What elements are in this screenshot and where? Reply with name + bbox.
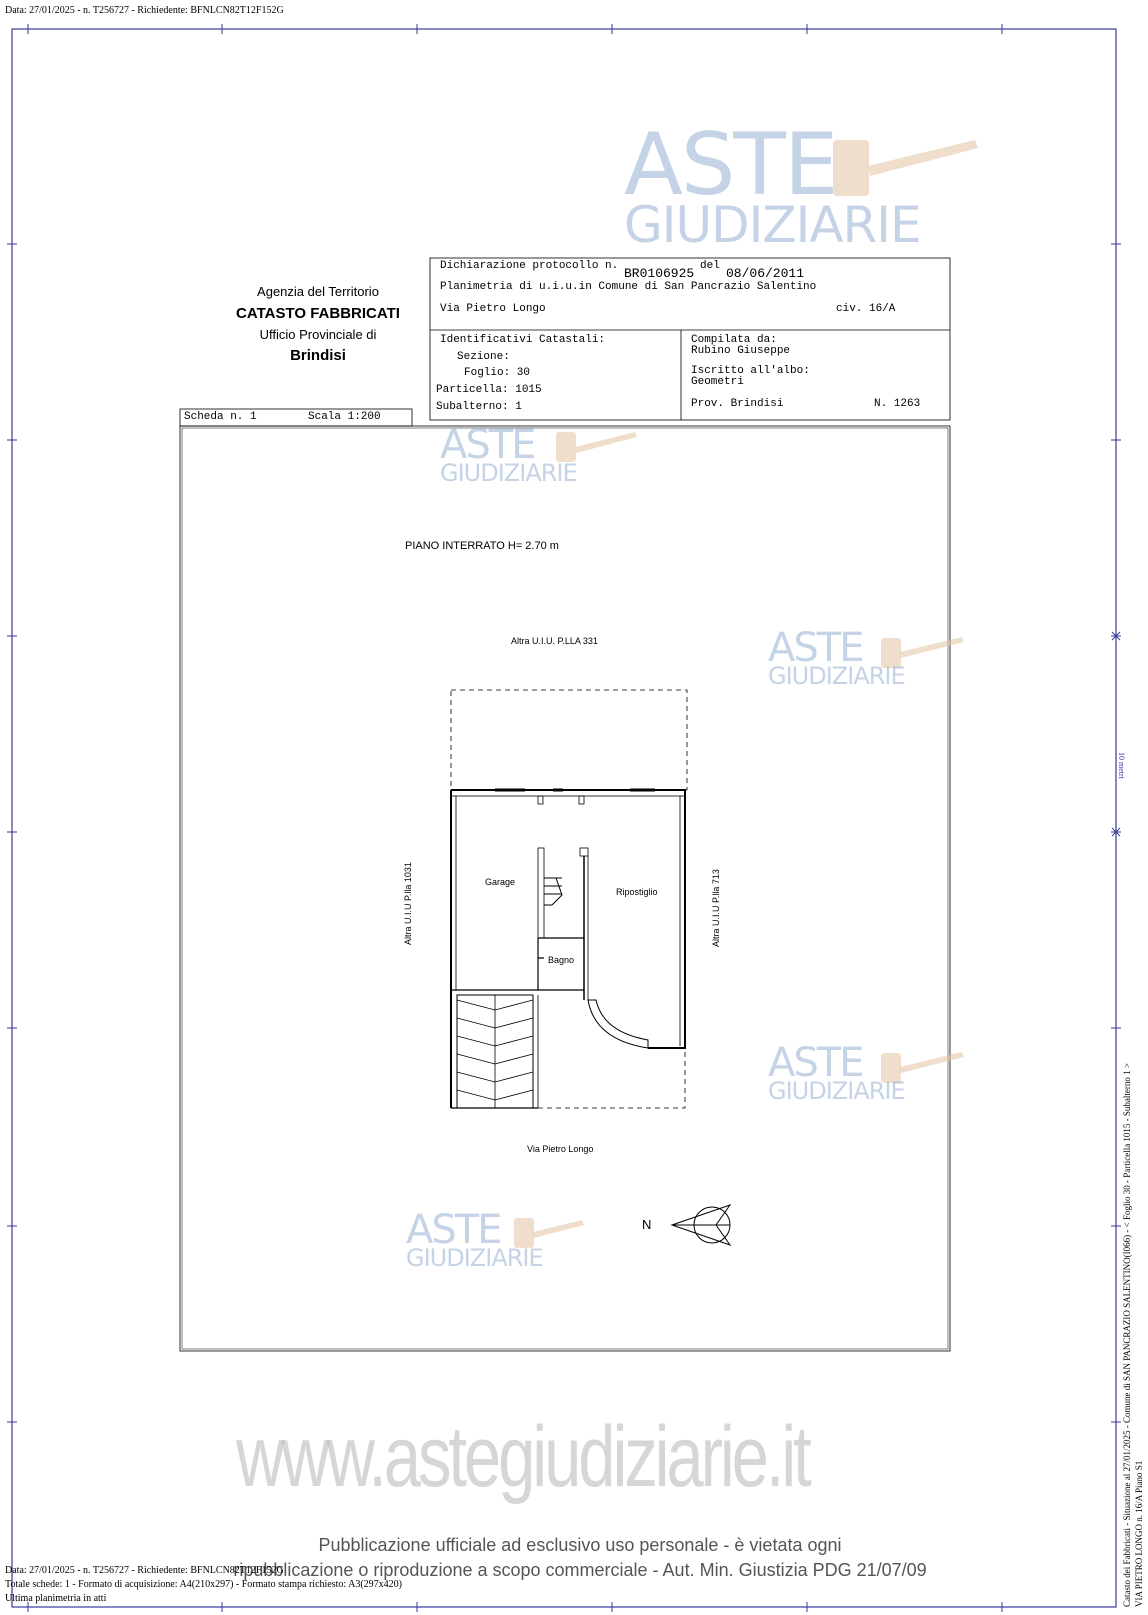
agency-line-2: CATASTO FABBRICATI	[236, 305, 400, 322]
albo-label: Iscritto all'albo:	[691, 365, 810, 377]
watermark-giudiziarie-text: GIUDIZIARIE	[406, 1244, 543, 1272]
compiler-label: Compilata da:	[691, 334, 777, 346]
watermark-giudiziarie-text: GIUDIZIARIE	[768, 662, 905, 690]
room-bagno-label: Bagno	[548, 955, 575, 965]
agency-line-4: Brindisi	[290, 347, 346, 364]
publication-notice-line-1: Pubblicazione ufficiale ad esclusivo uso personale - è vietata ogni	[318, 1535, 842, 1555]
west-neighbor-label: Altra U.I.U P.lla 1031	[403, 862, 413, 945]
footer-line-3: Ultima planimetria in atti	[5, 1593, 107, 1604]
scale-mark-label: 10 metri	[1117, 752, 1126, 779]
watermark-logo-small	[768, 1040, 905, 1105]
watermark-logo-small	[768, 625, 905, 690]
identifier-sezione: Sezione:	[457, 351, 510, 363]
protocol-label: Dichiarazione protocollo n.	[440, 260, 619, 272]
watermark-logo-small	[440, 422, 577, 487]
watermark-aste-text: ASTE	[768, 625, 863, 671]
watermark-aste-text: ASTE	[624, 115, 837, 215]
footer-line-1: Data: 27/01/2025 - n. T256727 - Richiedente: BFNLCN82T12F152G	[5, 1565, 284, 1576]
watermark-logo-top	[624, 115, 921, 254]
street-line: Via Pietro Longo	[440, 303, 546, 315]
scheda-number: Scheda n. 1	[184, 411, 257, 423]
watermark-logo-small	[406, 1207, 543, 1272]
compiler-province: Prov. Brindisi	[691, 398, 784, 410]
date-label: del	[700, 260, 720, 272]
compiler-name: Rubino Giuseppe	[691, 345, 791, 357]
declaration-date: 08/06/2011	[726, 266, 805, 281]
scale-label: Scala 1:200	[308, 411, 381, 423]
agency-line-1: Agenzia del Territorio	[257, 284, 379, 299]
identifier-particella: Particella: 1015	[436, 384, 542, 396]
north-neighbor-label: Altra U.I.U. P.LLA 331	[511, 636, 598, 646]
albo-value: Geometri	[691, 376, 744, 388]
watermark-aste-text: ASTE	[440, 422, 535, 468]
room-garage-label: Garage	[485, 877, 516, 887]
planimetry-line: Planimetria di u.i.u.in Comune di San Pancrazio Salentino	[440, 281, 817, 293]
south-street-label: Via Pietro Longo	[527, 1144, 594, 1154]
publication-notice-line-2: ripubblicazione o riproduzione a scopo commerciale - Aut. Min. Giustizia PDG 21/07/09	[233, 1560, 927, 1580]
side-rotated-sub: VIA PIETRO LONGO n. 16/A Piano S1	[1134, 1460, 1144, 1607]
watermark-giudiziarie-text: GIUDIZIARIE	[624, 196, 921, 254]
header-top-line: Data: 27/01/2025 - n. T256727 - Richiedente: BFNLCN82T12F152G	[5, 5, 284, 16]
footer-line-2: Totale schede: 1 - Formato di acquisizione: A4(210x297) - Formato stampa richiesto: A3(297x420)	[5, 1579, 402, 1590]
identifier-foglio: Foglio: 30	[464, 367, 531, 379]
identifier-subalterno: Subalterno: 1	[436, 401, 522, 413]
watermark-aste-text: ASTE	[768, 1040, 863, 1086]
civic-number: civ. 16/A	[836, 303, 896, 315]
agency-line-3: Ufficio Provinciale di	[259, 327, 377, 342]
site-watermark: www.astegiudiziarie.it	[236, 1409, 809, 1505]
east-neighbor-label: Altra U.I.U P.lla 713	[711, 869, 721, 947]
protocol-number: BR0106925	[624, 266, 695, 281]
room-ripostiglio-label: Ripostiglio	[616, 887, 658, 897]
north-arrow-letter: N	[642, 1217, 652, 1232]
watermark-aste-text: ASTE	[406, 1207, 501, 1253]
side-rotated-main: Catasto dei Fabbricati - Situazione al 27/01/2025 - Comune di SAN PANCRAZIO SALENTINO(I066) - < Foglio 30 - Particella 1015 - Subalterno 1 >	[1122, 1063, 1132, 1607]
floor-title: PIANO INTERRATO H= 2.70 m	[405, 540, 559, 552]
registration-number: N. 1263	[874, 398, 921, 410]
watermark-giudiziarie-text: GIUDIZIARIE	[440, 459, 577, 487]
identifiers-title: Identificativi Catastali:	[440, 334, 606, 346]
watermark-giudiziarie-text: GIUDIZIARIE	[768, 1077, 905, 1105]
